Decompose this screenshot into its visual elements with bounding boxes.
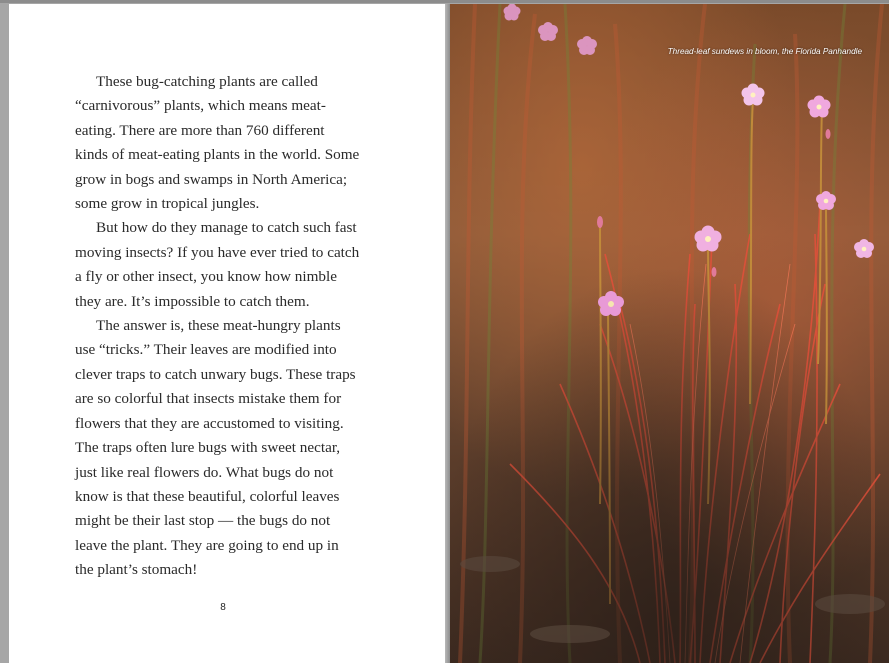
text-line: The traps often lure bugs with sweet nectar, — [75, 439, 341, 457]
text-line: might be their last stop — the bugs do not — [75, 512, 331, 530]
left-page — [9, 4, 445, 663]
text-line: flowers that they are accustomed to visiting. — [75, 414, 344, 432]
text-line: moving insects? If you have ever tried to catch — [75, 243, 360, 261]
text-line: “carnivorous” plants, which means meat- — [75, 97, 326, 115]
sundew-photo — [450, 4, 889, 663]
text-line: clever traps to catch unwary bugs. These traps — [75, 365, 356, 383]
right-page — [450, 4, 889, 663]
text-line: they are. It’s impossible to catch them. — [75, 292, 310, 310]
text-line: use “tricks.” Their leaves are modified into — [75, 341, 337, 359]
text-line: grow in bogs and swamps in North America; — [75, 170, 348, 188]
page-number: 8 — [220, 602, 226, 613]
text-line: the plant’s stomach! — [75, 561, 198, 579]
text-line: a fly or other insect, you know how nimble — [75, 268, 337, 286]
body-text — [75, 70, 395, 583]
viewer-top-edge — [0, 0, 889, 3]
text-line: These bug-catching plants are called — [96, 73, 318, 90]
text-line: are so colorful that insects mistake them for — [75, 390, 342, 408]
photo-caption: Thread-leaf sundews in bloom, the Florida Panhandle — [667, 47, 862, 56]
text-line: But how do they manage to catch such fast — [96, 219, 357, 237]
text-line: some grow in tropical jungles. — [75, 195, 260, 213]
text-line: eating. There are more than 760 different — [75, 121, 325, 139]
text-line: know is that these beautiful, colorful leaves — [75, 487, 340, 505]
text-line: kinds of meat-eating plants in the world. Some — [75, 146, 360, 164]
text-line: leave the plant. They are going to end up in — [75, 536, 339, 554]
text-line: The answer is, these meat-hungry plants — [96, 317, 341, 335]
text-line: just like real flowers do. What bugs do not — [75, 463, 334, 481]
